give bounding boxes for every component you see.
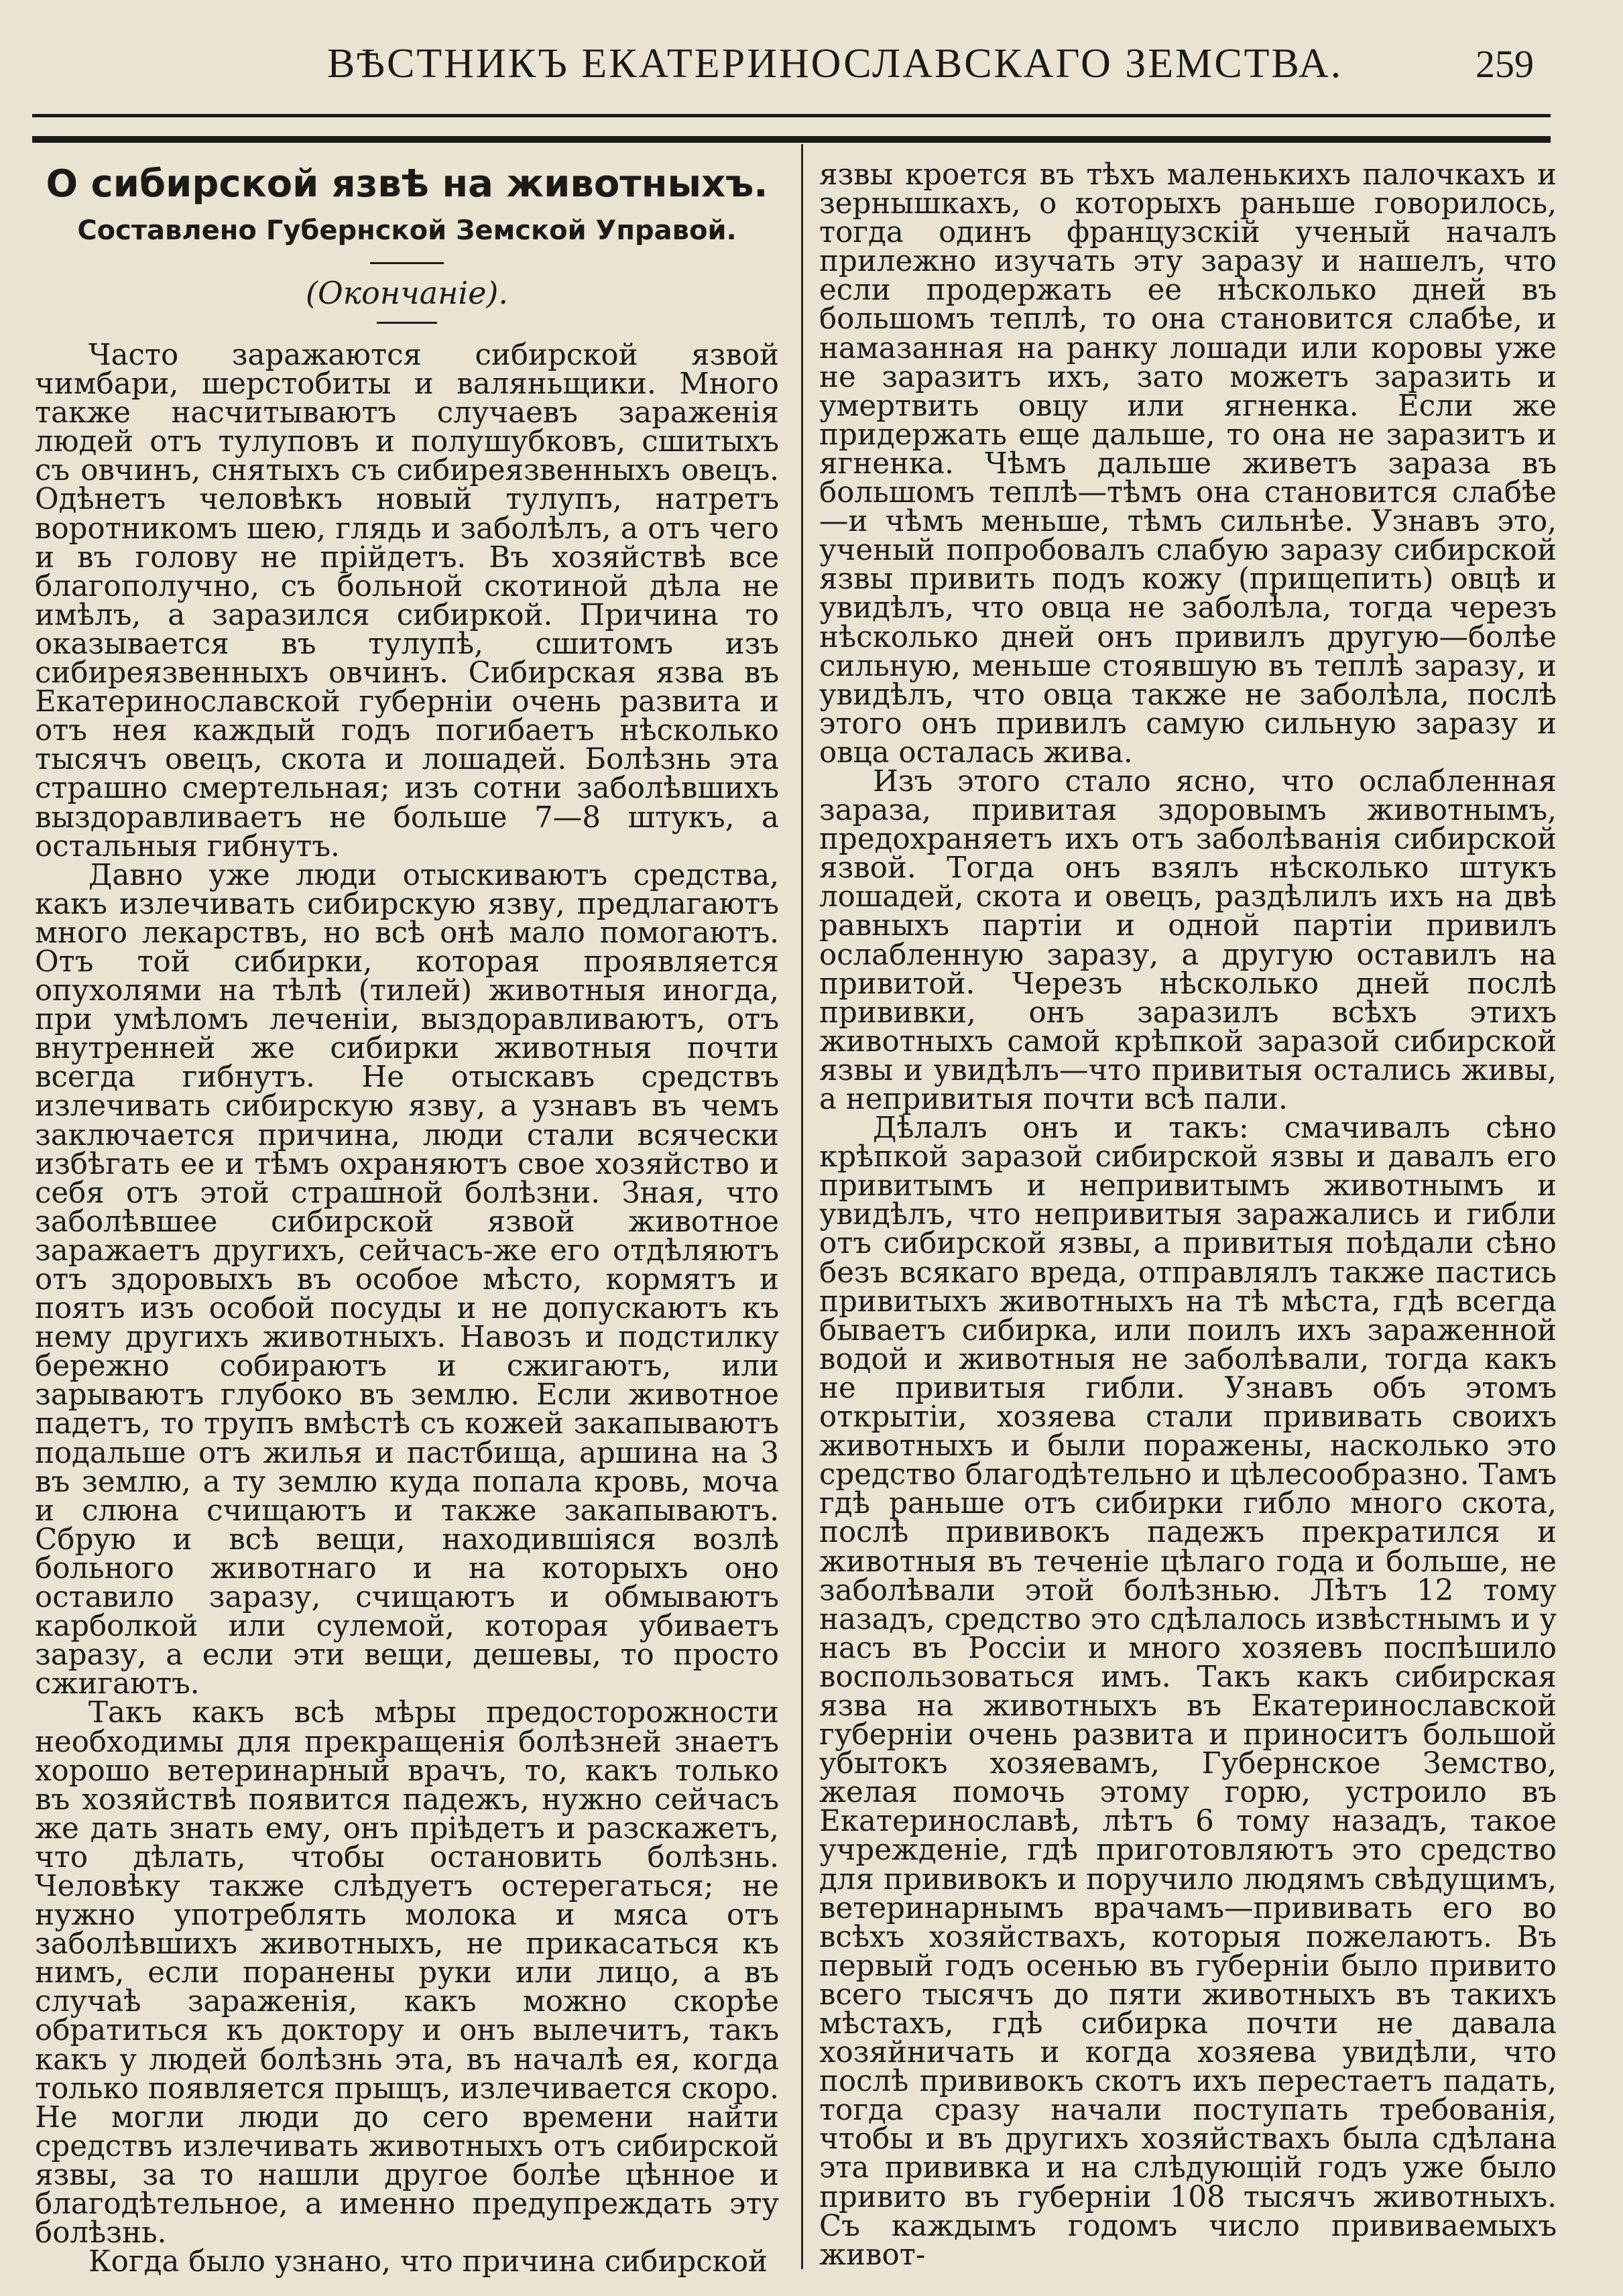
running-title: ВѢСТНИКЪ ЕКАТЕРИНОСЛАВСКАГО ЗЕМСТВА. (327, 41, 1343, 86)
paragraph: язвы кроется въ тѣхъ маленькихъ палочкахъ и зернышкахъ, о которыхъ раньше говорилось, тогда одинъ французскій ученый началъ прилежно изучать эту заразу и нашелъ, что если продержать ее нѣсколько дней въ большомъ теплѣ, то она становится слабѣе, и намазанная на ранку лошади или коровы уже не заразитъ ихъ, зато можетъ заразить и умертвить овцу или ягненка. Если же придержать еще дальше, то она не заразитъ и ягненка. Чѣмъ дальше живетъ зараза въ большомъ теплѣ—тѣмъ она становится слабѣе—и чѣмъ меньше, тѣмъ сильнѣе. Узнавъ это, ученый попробовалъ слабую заразу сибирской язвы привить подъ кожу (прищепить) овцѣ и увидѣлъ, что овца не заболѣла, тогда черезъ нѣсколько дней онъ привилъ другую—болѣе сильную, меньше стоявшую въ теплѣ заразу, и увидѣлъ, что овца также не заболѣла, послѣ этого онъ привилъ самую сильную заразу и овца осталась жива. (819, 158, 1557, 770)
column-divider (801, 144, 803, 2269)
paragraph: Изъ этого стало ясно, что ослабленная зараза, привитая здоровымъ животнымъ, предохраняетъ ихъ отъ заболѣванія сибирской язвой. Тогда онъ взялъ нѣсколько штукъ лошадей, скота и овецъ, раздѣлилъ ихъ на двѣ равныхъ партіи и одной партіи привилъ ослабленную заразу, а другую оставилъ на привитой. Черезъ нѣсколько дней послѣ прививки, онъ заразилъ всѣхъ этихъ животныхъ самой крѣпкой заразой сибирской язвы и увидѣлъ—что привитыя остались живы, а непривитыя почти всѣ пали. (819, 764, 1557, 1116)
header-rule-thick (32, 136, 1551, 143)
page-header (32, 27, 1547, 107)
left-column (35, 151, 779, 2277)
page-number: 259 (1476, 42, 1534, 86)
paragraph: Давно уже люди отыскиваютъ средства, какъ излечивать сибирскую язву, предлагаютъ много лекарствъ, но всѣ онѣ мало помогаютъ. Отъ той сибирки, которая проявляется опухолями на тѣлѣ (тилей) животныя иногда, при умѣломъ леченіи, выздоравливаютъ, отъ внутренней же сибирки животныя почти всегда гибнутъ. Не отыскавъ средствъ излечивать сибирскую язву, а узнавъ въ чемъ заключается причина, люди стали всячески избѣгать ее и тѣмъ охраняютъ свое хозяйство и себя отъ этой страшной болѣзни. Зная, что заболѣвшее сибирской язвой животное заражаетъ другихъ, сейчасъ-же его отдѣляютъ отъ здоровыхъ въ особое мѣсто, кормятъ и поятъ изъ особой посуды и не допускаютъ къ нему другихъ животныхъ. Навозъ и подстилку бережно собираютъ и сжигаютъ, или зарываютъ глубоко въ землю. Если животное падетъ, то трупъ вмѣстѣ съ кожей закапываютъ подальше отъ жилья и пастбища, аршина на 3 въ землю, а ту землю куда попала кровь, моча и слюна счищаютъ и также закапываютъ. Сбрую и всѣ вещи, находившіяся возлѣ больного животнаго и на которыхъ оно оставило заразу, счищаютъ и обмываютъ карболкой или сулемой, которая убиваетъ заразу, а если эти вещи, дешевы, то просто сжигаютъ. (35, 858, 779, 1701)
continuation-note: (Окончаніе). (306, 275, 508, 311)
paragraph: Дѣлалъ онъ и такъ: смачивалъ сѣно крѣпкой заразой сибирской язвы и давалъ его привитымъ и непривитымъ животнымъ и увидѣлъ, что непривитыя заражались и гибли отъ сибирской язвы, а привитыя поѣдали сѣно безъ всякаго вреда, отправлялъ также пастись привитыхъ животныхъ на тѣ мѣста, гдѣ всегда бываетъ сибирка, или поилъ ихъ зараженной водой и животныя не заболѣвали, тогда какъ не привитыя гибли. Узнавъ объ этомъ открытіи, хозяева стали прививать своихъ животныхъ и были поражены, насколько это средство благодѣтельно и цѣлесообразно. Тамъ гдѣ раньше отъ сибирки гибло много скота, послѣ прививокъ падежъ прекратился и животныя въ теченіе цѣлаго года и больше, не заболѣвали этой болѣзнью. Лѣтъ 12 тому назадъ, средство это сдѣлалось извѣстнымъ и у насъ въ Россіи и много хозяевъ поспѣшило воспользоваться имъ. Такъ какъ сибирская язва на животныхъ въ Екатеринославской губерніи очень развита и приноситъ большой убытокъ хозяевамъ, Губернское Земство, желая помочь этому горю, устроило въ Екатеринославѣ, лѣтъ 6 тому назадъ, такое учрежденіе, гдѣ приготовляютъ это средство для прививокъ и поручило людямъ свѣдущимъ, ветеринарнымъ врачамъ—прививать его во всѣхъ хозяйствахъ, которыя пожелаютъ. Въ первый годъ осенью въ губерніи было привито всего тысячъ до пяти животныхъ въ такихъ мѣстахъ, гдѣ сибирка почти не давала хозяйничать и когда хозяева увидѣли, что послѣ прививокъ скотъ ихъ перестаетъ падать, тогда сразу начали поступать требованія, чтобы и въ другихъ хозяйствахъ была сдѣлана эта прививка и на слѣдующій годъ уже было привито въ губерніи 108 тысячъ животныхъ. Съ каждымъ годомъ число прививаемыхъ живот- (819, 1111, 1557, 2272)
right-column (819, 158, 1557, 2272)
paragraph: Такъ какъ всѣ мѣры предосторожности необходимы для прекращенія болѣзней знаетъ хорошо ветеринарный врачъ, то, какъ только въ хозяйствѣ появится падежъ, нужно сейчасъ же дать знать ему, онъ пріѣдетъ и разскажетъ, что дѣлать, чтобы остановить болѣзнь. Человѣку также слѣдуетъ остерегаться; не нужно употреблять молока и мяса отъ заболѣвшихъ животныхъ, не прикасаться къ нимъ, если поранены руки или лицо, а въ случаѣ зараженія, какъ можно скорѣе обратиться къ доктору и онъ вылечитъ, такъ какъ у людей болѣзнь эта, въ началѣ ея, когда только появляется прыщъ, излечивается скоро. Не могли люди до сего времени найти средствъ излечивать животныхъ отъ сибирской язвы, за то нашли другое болѣе цѣнное и благодѣтельное, а именно предупреждать эту болѣзнь. (35, 1696, 779, 2250)
article-title: О сибирской язвѣ на животныхъ. (46, 162, 768, 206)
paragraph: Часто заражаются сибирской язвой чимбари, шерстобиты и валяньщики. Много также насчитываютъ случаевъ зараженія людей отъ тулуповъ и полушубковъ, сшитыхъ съ овчинъ, снятыхъ съ сибиреязвенныхъ овецъ. Одѣнетъ человѣкъ новый тулупъ, натретъ воротникомъ шею, глядь и заболѣлъ, а отъ чего и въ голову не прійдетъ. Въ хозяйствѣ все благополучно, съ больной скотиной дѣла не имѣлъ, а заразился сибиркой. Причина то оказывается въ тулупѣ, сшитомъ изъ сибиреязвенныхъ овчинъ. Сибирская язва въ Екатеринославской губерніи очень развита и отъ нея каждый годъ погибаетъ нѣсколько тысячъ овецъ, скота и лошадей. Болѣзнь эта страшно смертельная; изъ сотни заболѣвшихъ выздоравливаетъ не больше 7—8 штукъ, а остальныя гибнутъ. (35, 339, 779, 863)
header-rule (32, 114, 1551, 117)
continuation-rule (377, 322, 437, 324)
article-byline: Составлено Губернской Земской Управой. (77, 215, 737, 246)
title-rule (370, 262, 444, 264)
paragraph: Когда было узнано, что причина сибирской (88, 2245, 768, 2279)
